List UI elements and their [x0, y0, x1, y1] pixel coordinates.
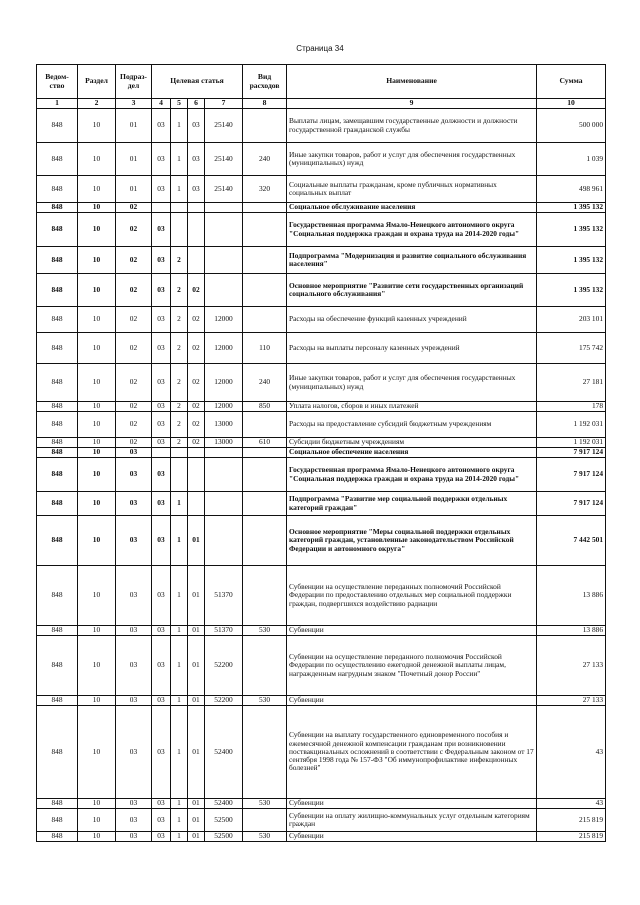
cell-sum: 1 395 132 [537, 203, 606, 213]
cell-name: Социальные выплаты гражданам, кроме публичных нормативных социальных выплат [287, 176, 537, 203]
cell-section: 10 [78, 333, 116, 364]
cell-event-code: 01 [188, 516, 205, 566]
cell-expense-type [243, 566, 287, 626]
table-row [37, 636, 606, 696]
cell-program-code: 03 [152, 109, 171, 143]
cell-name: Иные закупки товаров, работ и услуг для обеспечения государственных (муниципальных) нужд [287, 364, 537, 402]
cell-subsection: 03 [116, 566, 152, 626]
cell-department: 848 [37, 307, 78, 333]
column-number: 2 [78, 99, 116, 109]
cell-program-code: 03 [152, 799, 171, 809]
cell-department: 848 [37, 458, 78, 492]
cell-subprogram-code [171, 448, 188, 458]
cell-department: 848 [37, 176, 78, 203]
table-row [37, 412, 606, 438]
cell-program-code: 03 [152, 566, 171, 626]
cell-subsection: 03 [116, 636, 152, 696]
cell-subsection: 02 [116, 247, 152, 274]
column-number: 3 [116, 99, 152, 109]
cell-direction-code: 52500 [205, 832, 243, 842]
cell-expense-type [243, 458, 287, 492]
cell-subprogram-code: 1 [171, 143, 188, 176]
cell-subprogram-code: 1 [171, 636, 188, 696]
cell-subprogram-code: 1 [171, 832, 188, 842]
cell-subprogram-code: 1 [171, 566, 188, 626]
cell-department: 848 [37, 799, 78, 809]
cell-department: 848 [37, 438, 78, 448]
cell-expense-type: 530 [243, 626, 287, 636]
cell-program-code: 03 [152, 706, 171, 799]
cell-department: 848 [37, 706, 78, 799]
cell-event-code [188, 213, 205, 247]
table-row [37, 566, 606, 626]
cell-direction-code: 25140 [205, 143, 243, 176]
table-row [37, 458, 606, 492]
cell-sum: 43 [537, 799, 606, 809]
cell-department: 848 [37, 109, 78, 143]
cell-sum: 215 819 [537, 809, 606, 832]
table-row [37, 706, 606, 799]
cell-event-code: 02 [188, 364, 205, 402]
cell-direction-code [205, 458, 243, 492]
cell-sum: 43 [537, 706, 606, 799]
cell-program-code: 03 [152, 636, 171, 696]
cell-program-code: 03 [152, 626, 171, 636]
cell-section: 10 [78, 626, 116, 636]
cell-section: 10 [78, 203, 116, 213]
cell-program-code: 03 [152, 143, 171, 176]
cell-sum: 1 192 031 [537, 438, 606, 448]
cell-department: 848 [37, 696, 78, 706]
header-row [37, 65, 606, 99]
cell-expense-type [243, 213, 287, 247]
cell-direction-code: 12000 [205, 307, 243, 333]
column-number: 5 [171, 99, 188, 109]
cell-program-code: 03 [152, 458, 171, 492]
cell-expense-type: 110 [243, 333, 287, 364]
cell-subsection: 02 [116, 213, 152, 247]
table-row [37, 274, 606, 307]
cell-event-code [188, 458, 205, 492]
cell-subprogram-code [171, 203, 188, 213]
cell-expense-type: 320 [243, 176, 287, 203]
cell-section: 10 [78, 516, 116, 566]
cell-name: Государственная программа Ямало-Ненецкого автономного округа "Социальная поддержка граждан и охрана труда на 2014-2020 годы" [287, 213, 537, 247]
cell-section: 10 [78, 458, 116, 492]
cell-subsection: 02 [116, 274, 152, 307]
cell-subprogram-code: 1 [171, 696, 188, 706]
cell-sum: 215 819 [537, 832, 606, 842]
cell-subprogram-code: 2 [171, 364, 188, 402]
cell-program-code: 03 [152, 832, 171, 842]
cell-subsection: 02 [116, 412, 152, 438]
cell-event-code: 01 [188, 696, 205, 706]
cell-event-code: 02 [188, 307, 205, 333]
cell-expense-type [243, 809, 287, 832]
cell-subsection: 02 [116, 333, 152, 364]
cell-event-code: 03 [188, 109, 205, 143]
cell-name: Подпрограмма "Модернизация и развитие социального обслуживания населения" [287, 247, 537, 274]
column-number: 1 [37, 99, 78, 109]
cell-section: 10 [78, 636, 116, 696]
cell-direction-code: 12000 [205, 402, 243, 412]
table-row [37, 492, 606, 516]
cell-name: Субвенции [287, 696, 537, 706]
cell-name: Расходы на выплаты персоналу казенных учреждений [287, 333, 537, 364]
column-number: 7 [205, 99, 243, 109]
cell-expense-type: 240 [243, 143, 287, 176]
cell-section: 10 [78, 213, 116, 247]
cell-subsection: 03 [116, 696, 152, 706]
cell-program-code: 03 [152, 364, 171, 402]
budget-table [36, 64, 606, 842]
header-name: Наименование [287, 65, 537, 99]
cell-direction-code [205, 247, 243, 274]
cell-program-code: 03 [152, 438, 171, 448]
cell-expense-type: 610 [243, 438, 287, 448]
cell-program-code: 03 [152, 412, 171, 438]
cell-name: Расходы на обеспечение функций казенных учреждений [287, 307, 537, 333]
cell-section: 10 [78, 176, 116, 203]
cell-program-code: 03 [152, 809, 171, 832]
cell-department: 848 [37, 333, 78, 364]
cell-department: 848 [37, 203, 78, 213]
column-number: 9 [287, 99, 537, 109]
cell-subsection: 02 [116, 307, 152, 333]
cell-department: 848 [37, 364, 78, 402]
header-target-article: Целевая статья [152, 65, 243, 99]
cell-section: 10 [78, 566, 116, 626]
cell-sum: 498 961 [537, 176, 606, 203]
cell-direction-code [205, 492, 243, 516]
cell-department: 848 [37, 274, 78, 307]
cell-expense-type: 530 [243, 832, 287, 842]
cell-expense-type: 850 [243, 402, 287, 412]
cell-expense-type: 530 [243, 696, 287, 706]
cell-department: 848 [37, 626, 78, 636]
cell-subsection: 03 [116, 832, 152, 842]
cell-subprogram-code: 2 [171, 307, 188, 333]
cell-direction-code: 52500 [205, 809, 243, 832]
cell-sum: 1 395 132 [537, 247, 606, 274]
cell-name: Субвенции [287, 626, 537, 636]
table-row [37, 364, 606, 402]
cell-direction-code: 25140 [205, 176, 243, 203]
cell-name: Государственная программа Ямало-Ненецкого автономного округа "Социальная поддержка граждан и охрана труда на 2014-2020 годы" [287, 458, 537, 492]
cell-section: 10 [78, 412, 116, 438]
cell-direction-code: 52200 [205, 696, 243, 706]
cell-subsection: 03 [116, 799, 152, 809]
cell-sum: 203 101 [537, 307, 606, 333]
cell-department: 848 [37, 566, 78, 626]
cell-program-code: 03 [152, 247, 171, 274]
cell-subprogram-code: 2 [171, 402, 188, 412]
table-row [37, 438, 606, 448]
cell-subprogram-code: 1 [171, 176, 188, 203]
cell-expense-type [243, 412, 287, 438]
cell-subprogram-code: 2 [171, 438, 188, 448]
table-row [37, 109, 606, 143]
cell-expense-type: 240 [243, 364, 287, 402]
cell-name: Выплаты лицам, замещавшим государственные должности и должности государственной гражданской службы [287, 109, 537, 143]
cell-name: Подпрограмма "Развитие мер социальной поддержки отдельных категорий граждан" [287, 492, 537, 516]
cell-program-code [152, 203, 171, 213]
cell-section: 10 [78, 247, 116, 274]
cell-sum: 13 886 [537, 566, 606, 626]
cell-name: Расходы на предоставление субсидий бюджетным учреждениям [287, 412, 537, 438]
header-expense-type: Вид расходов [243, 65, 287, 99]
cell-direction-code [205, 274, 243, 307]
column-number: 8 [243, 99, 287, 109]
table-row [37, 696, 606, 706]
cell-name: Уплата налогов, сборов и иных платежей [287, 402, 537, 412]
cell-sum: 7 917 124 [537, 492, 606, 516]
cell-sum: 175 742 [537, 333, 606, 364]
cell-sum: 27 133 [537, 636, 606, 696]
page-number: Страница 34 [296, 44, 344, 53]
cell-department: 848 [37, 492, 78, 516]
table-row [37, 143, 606, 176]
cell-sum: 7 442 501 [537, 516, 606, 566]
cell-subprogram-code: 1 [171, 626, 188, 636]
cell-name: Субвенции на выплату государственного единовременного пособия и ежемесячной денежной компенсации гражданам при возникновении поствакцинальных осложнений в соответствии с Федеральным законом от 17 сентября 1998 года № 157-ФЗ "Об иммунопрофилактике инфекционных болезней" [287, 706, 537, 799]
cell-subsection: 03 [116, 706, 152, 799]
cell-name: Основное мероприятие "Развитие сети государственных организаций социального обслуживания" [287, 274, 537, 307]
cell-name: Социальное обслуживание населения [287, 203, 537, 213]
cell-event-code [188, 492, 205, 516]
column-number: 10 [537, 99, 606, 109]
cell-subsection: 01 [116, 176, 152, 203]
table-row [37, 247, 606, 274]
cell-direction-code: 52400 [205, 706, 243, 799]
cell-subsection: 01 [116, 143, 152, 176]
cell-sum: 1 395 132 [537, 274, 606, 307]
cell-department: 848 [37, 412, 78, 438]
cell-program-code: 03 [152, 307, 171, 333]
cell-name: Субвенции на осуществление переданных полномочий Российской Федерации по предоставлению отдельных мер социальной поддержки граждан, подвергшихся воздействию радиации [287, 566, 537, 626]
cell-expense-type [243, 636, 287, 696]
cell-expense-type [243, 448, 287, 458]
cell-department: 848 [37, 832, 78, 842]
table-row [37, 809, 606, 832]
cell-expense-type [243, 109, 287, 143]
cell-event-code: 02 [188, 274, 205, 307]
cell-expense-type [243, 307, 287, 333]
cell-subprogram-code: 1 [171, 809, 188, 832]
cell-event-code: 01 [188, 809, 205, 832]
cell-subsection: 02 [116, 402, 152, 412]
cell-subsection: 01 [116, 109, 152, 143]
cell-name: Субсидии бюджетным учреждениям [287, 438, 537, 448]
cell-expense-type [243, 706, 287, 799]
cell-event-code: 01 [188, 832, 205, 842]
cell-direction-code: 51370 [205, 626, 243, 636]
cell-section: 10 [78, 109, 116, 143]
cell-event-code: 01 [188, 626, 205, 636]
cell-section: 10 [78, 448, 116, 458]
cell-name: Субвенции на оплату жилищно-коммунальных услуг отдельным категориям граждан [287, 809, 537, 832]
cell-sum: 27 133 [537, 696, 606, 706]
table-body [37, 109, 606, 842]
cell-direction-code [205, 203, 243, 213]
table-row [37, 516, 606, 566]
cell-event-code: 03 [188, 143, 205, 176]
cell-department: 848 [37, 402, 78, 412]
cell-section: 10 [78, 274, 116, 307]
cell-subsection: 03 [116, 448, 152, 458]
cell-department: 848 [37, 448, 78, 458]
cell-direction-code: 12000 [205, 333, 243, 364]
cell-event-code [188, 203, 205, 213]
cell-sum: 13 886 [537, 626, 606, 636]
cell-section: 10 [78, 438, 116, 448]
cell-direction-code [205, 448, 243, 458]
cell-section: 10 [78, 809, 116, 832]
cell-program-code: 03 [152, 333, 171, 364]
cell-name: Субвенции на осуществление переданного полномочия Российской Федерации по осуществлению ежегодной денежной выплаты лицам, награжденным нагрудным знаком "Почетный донор России" [287, 636, 537, 696]
cell-sum: 500 000 [537, 109, 606, 143]
table-row [37, 832, 606, 842]
cell-direction-code: 52200 [205, 636, 243, 696]
cell-department: 848 [37, 636, 78, 696]
cell-expense-type: 530 [243, 799, 287, 809]
cell-subsection: 03 [116, 516, 152, 566]
cell-subprogram-code: 1 [171, 799, 188, 809]
cell-direction-code: 13000 [205, 438, 243, 448]
cell-sum: 7 917 124 [537, 458, 606, 492]
column-number: 6 [188, 99, 205, 109]
header-section: Раздел [78, 65, 116, 99]
cell-event-code [188, 448, 205, 458]
cell-event-code: 03 [188, 176, 205, 203]
cell-event-code: 02 [188, 412, 205, 438]
cell-subsection: 02 [116, 364, 152, 402]
cell-direction-code: 25140 [205, 109, 243, 143]
cell-department: 848 [37, 143, 78, 176]
cell-event-code: 01 [188, 799, 205, 809]
cell-sum: 1 395 132 [537, 213, 606, 247]
cell-program-code: 03 [152, 492, 171, 516]
cell-section: 10 [78, 696, 116, 706]
cell-subprogram-code: 1 [171, 706, 188, 799]
cell-department: 848 [37, 247, 78, 274]
cell-subsection: 03 [116, 492, 152, 516]
cell-sum: 1 039 [537, 143, 606, 176]
cell-subprogram-code: 2 [171, 274, 188, 307]
header-subsection: Подраз-дел [116, 65, 152, 99]
cell-subprogram-code: 1 [171, 109, 188, 143]
cell-subprogram-code: 2 [171, 412, 188, 438]
cell-department: 848 [37, 213, 78, 247]
cell-direction-code [205, 516, 243, 566]
cell-section: 10 [78, 832, 116, 842]
cell-name: Основное мероприятие "Меры социальной поддержки отдельных категорий граждан, установленные законодательством Российской Федерации и автономного округа" [287, 516, 537, 566]
cell-program-code [152, 448, 171, 458]
cell-sum: 1 192 031 [537, 412, 606, 438]
cell-program-code: 03 [152, 696, 171, 706]
cell-subprogram-code: 2 [171, 247, 188, 274]
table-row [37, 203, 606, 213]
cell-sum: 27 181 [537, 364, 606, 402]
cell-section: 10 [78, 364, 116, 402]
cell-sum: 178 [537, 402, 606, 412]
cell-subsection: 03 [116, 458, 152, 492]
cell-event-code [188, 247, 205, 274]
cell-subsection: 02 [116, 438, 152, 448]
cell-section: 10 [78, 143, 116, 176]
cell-section: 10 [78, 799, 116, 809]
cell-subsection: 03 [116, 809, 152, 832]
cell-expense-type [243, 203, 287, 213]
table-row [37, 213, 606, 247]
cell-event-code: 01 [188, 636, 205, 696]
cell-event-code: 02 [188, 438, 205, 448]
table-row [37, 333, 606, 364]
cell-subprogram-code: 1 [171, 492, 188, 516]
cell-event-code: 01 [188, 706, 205, 799]
cell-subprogram-code [171, 213, 188, 247]
cell-subsection: 02 [116, 203, 152, 213]
cell-expense-type [243, 247, 287, 274]
cell-program-code: 03 [152, 213, 171, 247]
cell-name: Субвенции [287, 799, 537, 809]
table-row [37, 799, 606, 809]
cell-program-code: 03 [152, 176, 171, 203]
table-row [37, 176, 606, 203]
cell-program-code: 03 [152, 402, 171, 412]
cell-direction-code: 12000 [205, 364, 243, 402]
cell-name: Социальное обеспечение населения [287, 448, 537, 458]
table-row [37, 448, 606, 458]
cell-subsection: 03 [116, 626, 152, 636]
cell-department: 848 [37, 809, 78, 832]
table-row [37, 307, 606, 333]
cell-subprogram-code: 2 [171, 333, 188, 364]
cell-direction-code [205, 213, 243, 247]
cell-section: 10 [78, 307, 116, 333]
cell-event-code: 01 [188, 566, 205, 626]
table-row [37, 402, 606, 412]
cell-expense-type [243, 274, 287, 307]
cell-subprogram-code [171, 458, 188, 492]
header-sum: Сумма [537, 65, 606, 99]
cell-expense-type [243, 492, 287, 516]
cell-department: 848 [37, 516, 78, 566]
cell-sum: 7 917 124 [537, 448, 606, 458]
cell-event-code: 02 [188, 333, 205, 364]
cell-direction-code: 13000 [205, 412, 243, 438]
cell-subprogram-code: 1 [171, 516, 188, 566]
cell-section: 10 [78, 402, 116, 412]
cell-event-code: 02 [188, 402, 205, 412]
cell-section: 10 [78, 706, 116, 799]
table-row [37, 626, 606, 636]
column-number: 4 [152, 99, 171, 109]
cell-direction-code: 51370 [205, 566, 243, 626]
cell-name: Субвенции [287, 832, 537, 842]
cell-direction-code: 52400 [205, 799, 243, 809]
header-department: Ведом-ство [37, 65, 78, 99]
cell-expense-type [243, 516, 287, 566]
column-number-row [37, 99, 606, 109]
cell-program-code: 03 [152, 516, 171, 566]
cell-section: 10 [78, 492, 116, 516]
cell-program-code: 03 [152, 274, 171, 307]
cell-name: Иные закупки товаров, работ и услуг для обеспечения государственных (муниципальных) нужд [287, 143, 537, 176]
